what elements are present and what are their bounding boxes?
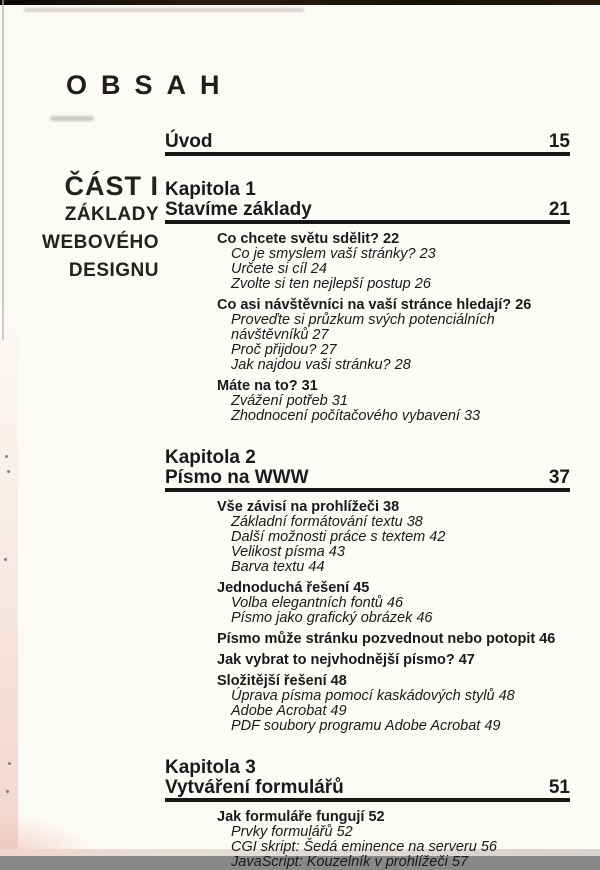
chapter-page-number: 37: [548, 467, 570, 488]
item-text: Zvážení potřeb: [231, 393, 328, 409]
item-text: Proveďte si průzkum svých potenciálních návštěvníků: [231, 312, 495, 343]
toc-item: [217, 719, 570, 734]
item-page-number: 49: [330, 703, 347, 719]
scan-speck: [5, 455, 8, 458]
toc-item: [217, 689, 570, 704]
chapter-title-row: [165, 200, 570, 224]
item-text: Proč přijdou?: [231, 342, 317, 358]
toc-item: [217, 262, 570, 277]
toc-section-kapitola-1: [165, 180, 570, 424]
item-page-number: 49: [484, 718, 501, 734]
item-page-number: 46: [386, 595, 404, 611]
toc-item: [217, 652, 570, 668]
toc-item: [217, 499, 570, 515]
item-text: Co je smyslem vaší stránky?: [231, 246, 416, 262]
item-text: Jak vybrat to nejvhodnější písmo?: [217, 652, 455, 668]
item-text: Zvolte si ten nejlepší postup: [231, 276, 411, 292]
item-page-number: 52: [336, 824, 353, 840]
part-heading: [0, 171, 159, 285]
item-text: Určete si cíl: [231, 261, 307, 277]
item-page-number: 47: [458, 652, 475, 668]
item-text: PDF soubory programu Adobe Acrobat: [231, 718, 481, 734]
item-text: Barva textu: [231, 559, 305, 575]
item-text: Další možnosti práce s textem: [231, 529, 426, 545]
scan-gutter-shadow: [0, 290, 18, 856]
item-page-number: 27: [320, 342, 337, 358]
toc-item: [217, 704, 570, 719]
page-title: OBSAH: [66, 70, 234, 100]
toc-item: [217, 631, 570, 647]
item-page-number: 44: [308, 559, 325, 575]
item-page-number: 42: [429, 529, 446, 545]
toc-item: [217, 596, 570, 611]
toc-item: [217, 855, 570, 870]
item-text: Složitější řešení: [217, 673, 327, 689]
chapter-kicker: Kapitola 1: [165, 179, 256, 200]
item-text: Jak najdou vaši stránku?: [231, 357, 391, 373]
toc-item: [217, 840, 570, 855]
item-text: Základní formátování textu: [231, 514, 403, 530]
toc-item: [217, 231, 570, 247]
toc-item: [217, 580, 570, 596]
toc-item: [217, 378, 570, 394]
scan-speck: [7, 470, 10, 473]
item-page-number: 31: [301, 378, 318, 394]
item-page-number: 38: [406, 514, 423, 530]
toc-section-uvod: [165, 132, 570, 156]
chapter-title-row: [165, 778, 570, 802]
toc-item: [217, 809, 570, 825]
chapter-items: [165, 809, 570, 870]
item-text: JavaScript: Kouzelník v prohlížeči: [231, 854, 448, 870]
scan-speck: [6, 790, 9, 793]
item-page-number: 24: [310, 261, 327, 277]
item-text: Co asi návštěvníci na vaší stránce hledají?: [217, 297, 512, 313]
part-title-line: WEBOVÉHO: [42, 232, 159, 253]
toc-item: [217, 611, 570, 626]
item-page-number: 28: [394, 357, 411, 373]
chapter-title: Vytváření formulářů: [165, 777, 344, 798]
item-page-number: 46: [539, 631, 556, 647]
toc-item: [217, 343, 570, 358]
item-text: Prvky formulářů: [231, 824, 333, 840]
item-page-number: 48: [498, 688, 515, 704]
chapter-page-number: 51: [548, 777, 570, 798]
item-text: Volba elegantních fontů: [231, 595, 383, 611]
toc-item: [217, 530, 570, 545]
chapter-title: Stavíme základy: [165, 199, 312, 220]
item-page-number: 38: [383, 499, 400, 515]
item-text: Jak formuláře fungují: [217, 809, 365, 825]
toc-item: [217, 394, 570, 409]
toc-section-kapitola-3: [165, 758, 570, 870]
scan-smudge: [50, 116, 94, 121]
item-text: CGI skript: Šedá eminence na serveru: [231, 839, 477, 855]
item-text: Velikost písma: [231, 544, 325, 560]
scan-top-edge: [0, 0, 600, 5]
scan-binding-crease: [2, 0, 4, 340]
scan-smudge: [24, 8, 304, 12]
toc-item: [217, 560, 570, 575]
item-text: Písmo může stránku pozvednout nebo potopit: [217, 631, 536, 647]
toc: [165, 132, 570, 870]
toc-item: [217, 313, 570, 343]
item-page-number: 22: [383, 231, 400, 247]
chapter-title-row: [165, 468, 570, 492]
toc-item: [217, 545, 570, 560]
item-text: Úprava písma pomocí kaskádových stylů: [231, 688, 495, 704]
item-page-number: 43: [328, 544, 345, 560]
chapter-page-number: 21: [548, 199, 570, 220]
part-number: ČÁST I: [64, 171, 159, 201]
toc-item: [217, 247, 570, 262]
item-text: Písmo jako grafický obrázek: [231, 610, 413, 626]
item-page-number: 23: [419, 246, 436, 262]
toc-item: [217, 297, 570, 313]
chapter-title: Písmo na WWW: [165, 467, 309, 488]
item-text: Jednoduchá řešení: [217, 580, 350, 596]
toc-item: [217, 825, 570, 840]
part-title-line: ZÁKLADY: [64, 204, 159, 225]
item-page-number: 31: [331, 393, 348, 409]
chapter-title-row: [165, 132, 570, 156]
item-text: Máte na to?: [217, 378, 298, 394]
chapter-kicker: Kapitola 3: [165, 757, 256, 778]
chapter-items: [165, 231, 570, 424]
item-page-number: 56: [480, 839, 497, 855]
item-page-number: 45: [353, 580, 370, 596]
toc-section-kapitola-2: [165, 448, 570, 734]
item-text: Zhodnocení počítačového vybavení: [231, 408, 460, 424]
item-text: Vše závisí na prohlížeči: [217, 499, 379, 515]
item-page-number: 26: [515, 297, 532, 313]
toc-item: [217, 277, 570, 292]
chapter-items: [165, 499, 570, 734]
toc-item: [217, 515, 570, 530]
scan-speck: [4, 558, 7, 561]
item-page-number: 33: [463, 408, 481, 424]
chapter-kicker: Kapitola 2: [165, 447, 256, 468]
item-page-number: 27: [312, 327, 329, 343]
item-page-number: 52: [368, 809, 385, 825]
toc-item: [217, 673, 570, 689]
item-page-number: 57: [451, 854, 468, 870]
item-page-number: 26: [414, 276, 431, 292]
item-page-number: 46: [416, 610, 433, 626]
chapter-page-number: 15: [548, 131, 570, 152]
chapter-title: Úvod: [165, 131, 213, 152]
item-text: Co chcete světu sdělit?: [217, 231, 379, 247]
scan-speck: [8, 762, 11, 765]
item-page-number: 48: [330, 673, 347, 689]
item-text: Adobe Acrobat: [231, 703, 327, 719]
toc-item: [217, 358, 570, 373]
part-title-line: DESIGNU: [68, 260, 159, 281]
toc-item: [217, 409, 570, 424]
